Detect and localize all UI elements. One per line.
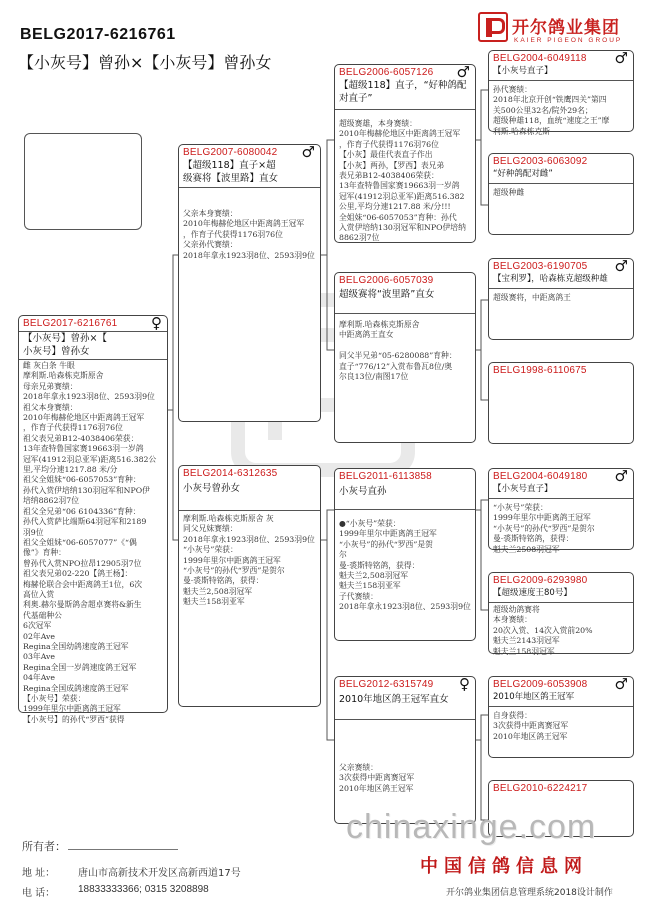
- brand-logo-icon: [478, 12, 508, 42]
- pigeon-photo-frame: [24, 133, 142, 230]
- ring-number: BELG2014-6312635: [183, 468, 278, 479]
- ring-number: BELG2006-6057126: [339, 67, 434, 78]
- card-body: 父亲本身赛绩： 2010年梅赫伦地区中距离鸽王冠军 ，作育子代获得1176羽76位 父亲孙代赛绩： 2018年拿永1923羽8位、2593羽9位: [183, 209, 315, 260]
- pedigree-card-sire-sire[interactable]: [334, 64, 476, 243]
- address-label: 地 址：: [22, 868, 56, 879]
- pedigree-card-ssd[interactable]: [488, 153, 634, 235]
- card-title: 【超级118】直子×超 级赛将【波里路】直女: [183, 160, 279, 184]
- pedigree-card-subject[interactable]: [18, 314, 168, 724]
- card-title: 【宝利罗】，哈森栋克超级种雄: [493, 274, 608, 284]
- card-body: 摩利斯.哈森栋克斯原舍 中距离鸽王直女 同父半兄弟“05-6280088”育种： 直子“776/12”入赏布鲁瓦8位/奥 尔良13位/南图17位: [339, 320, 457, 382]
- owner-label: 所有者：: [22, 840, 66, 853]
- card-body: 孙代赛绩： 2018年北京开创“铁鹰四关”第四 关500公里32名/院外29名； 超级种雄118，血统“速度之王”摩 利斯.哈森栋克斯: [493, 85, 610, 136]
- card-body: 摩利斯.哈森栋克斯原舍 灰 同父兄妹赛绩： 2018年拿永1923羽8位、2593羽9位 “小灰号”荣获： 1999年里尔中距离鸽王冠军 “小灰号”的孙代“罗西”是贺尔 曼·裘斯特铭鸽，获得： 魁夫兰2,508羽冠军 魁夫兰158羽亚军: [183, 514, 315, 607]
- male-icon: ♂: [614, 49, 628, 67]
- card-title: “好种鸽配对雌”: [493, 169, 553, 179]
- brand-logo: [478, 12, 638, 48]
- card-body: 雌 灰白条 牛眼 摩利斯.哈森栋克斯原舍 母亲兄弟赛绩： 2018年拿永1923羽8位、2593羽9位 祖父本身赛绩： 2010年梅赫伦地区中距离鸽王冠军 ，作育子代获得1176羽76位 祖父表兄弟B12-4038406荣获： 13年查特鲁国家赛19663羽一岁鸽 冠军(41912羽总亚军)距离516.382公 里,平均分速1217.88 米/分 祖父全姐妹“06-6057053”育种： 孙代入赏伊培纳130羽冠军和NPO伊 培纳8862羽7位 祖父全兄弟“06 6104336”育种： 孙代入赏萨比端斯64羽冠军和2189 羽9位 祖父全姐妹“06-6057077”《“偶 像”》育种： 曾孙代入赏NPO拉昂12905羽7位 祖父表兄弟02-220【鸽王杨】： 梅赫伦联合会中距离鸽王1位，6次 高位入赏 利奥.赫尔曼斯鸽舍超卓赛将&新生 代基础种公 6次冠军 02年Ave Regina全国幼鸽速度鸽王冠军 03年Ave Regina全国一岁鸽速度鸽王冠军 04年Ave Regina全国成鸽速度鸽王冠军 【小灰号】荣获： 1999年里尔中距离鸽王冠军 【小灰号】的孙代“罗西”获得: [23, 361, 157, 724]
- male-icon: ♂: [301, 143, 315, 161]
- card-title: 小灰号曾孙女: [183, 483, 241, 494]
- pedigree-ring-number: BELG2017-6216761: [20, 26, 176, 43]
- phone-label: 电 话：: [22, 888, 56, 899]
- site-watermark-en: chinaxinge.com: [346, 808, 597, 846]
- card-body: “小灰号”荣获： 1999年里尔中距离鸽王冠军 “小灰号”的孙代“罗西”是贺尔 曼·裘斯特铭鸽，获得： 魁夫兰2508羽冠军: [493, 503, 595, 554]
- male-icon: ♂: [456, 63, 470, 81]
- pedigree-card-dam-dam[interactable]: [334, 676, 476, 824]
- card-title: 【小灰号】曾孙×【 小灰号】曾孙女: [23, 333, 107, 357]
- pedigree-card-dsd[interactable]: [488, 572, 634, 654]
- pedigree-card-dss[interactable]: [488, 467, 634, 554]
- male-icon: ♂: [614, 675, 628, 693]
- card-title: 【小灰号直子】: [493, 66, 553, 76]
- card-body: 父亲赛绩： 3次获得中距离赛冠军 2010年地区鸽王冠军: [339, 763, 415, 793]
- card-body: 自身获得： 3次获得中距离赛冠军 2010年地区鸽王冠军: [493, 711, 569, 741]
- ring-number: BELG2006-6057039: [339, 275, 434, 286]
- system-credit: 开尔鸽业集团信息管理系统2018设计制作: [446, 888, 613, 898]
- pedigree-card-dam-sire[interactable]: [334, 468, 476, 641]
- ring-number: BELG2003-6190705: [493, 261, 588, 272]
- pedigree-card-dam[interactable]: [178, 465, 321, 707]
- owner-signature-line: [68, 849, 178, 850]
- card-body: 超级幼鸽赛将 本身赛绩： 20次入赏、14次入赏前20% 魁夫兰2143羽冠军 魁夫兰158羽冠军: [493, 605, 593, 656]
- card-body: 超级种雌: [493, 188, 525, 197]
- pedigree-card-dds[interactable]: [488, 676, 634, 758]
- ring-number: BELG2011-6113858: [339, 471, 432, 482]
- card-title: 超级赛将“波里路”直女: [339, 289, 435, 300]
- phone-value: 18833333366; 0315 3208898: [78, 884, 209, 895]
- ring-number: BELG2004-6049180: [493, 471, 588, 482]
- card-title: 2010年地区鸽王冠军直女: [339, 694, 449, 705]
- ring-number: BELG2017-6216761: [23, 318, 118, 329]
- card-body: ●“小灰号”荣获： 1999年里尔中距离鸽王冠军 “小灰号”的孙代“罗西”是贺 尔 曼·裘斯特铭鸽，获得： 魁夫兰2,508羽冠军 魁夫兰158羽亚军 子代赛绩： 2018年拿永1923羽8位、2593羽9位: [339, 519, 471, 612]
- address-value: 唐山市高新技术开发区高新西道17号: [78, 868, 241, 879]
- male-icon: ♂: [614, 467, 628, 485]
- brand-name-en: KAIER PIGEON GROUP: [514, 37, 623, 44]
- ring-number: BELG2009-6293980: [493, 575, 588, 586]
- pedigree-card-sire-dam[interactable]: [334, 272, 476, 443]
- male-icon: ♂: [614, 257, 628, 275]
- ring-number: BELG2007-6080042: [183, 147, 278, 158]
- site-name-cn: 中国信鸽信息网: [420, 856, 588, 877]
- card-body: 超级赛将，中距离鸽王: [493, 293, 571, 302]
- ring-number: BELG2009-6053908: [493, 679, 588, 690]
- card-body: 超级赛雄，本身赛绩： 2010年梅赫伦地区中距离鸽王冠军 ，作育子代获得1176羽76位 【小灰】最佳代表直子作出 【小灰】两孙，【罗西】表兄弟 表兄弟B12-4038406荣获： 13年查特鲁国家赛19663羽一岁鸽 冠军(41912羽总亚军)距离516.382 公里,平均分速1217.88 米/分!!! 全姐妹“06-6057053”育种：孙代 入赏伊培纳130羽冠军和NPO伊培纳 8862羽7位: [339, 119, 466, 243]
- pedigree-card-sss[interactable]: [488, 49, 634, 136]
- card-title: 小灰号直孙: [339, 486, 387, 497]
- pedigree-card-sds[interactable]: [488, 258, 634, 340]
- card-title: 【小灰号直子】: [493, 484, 553, 494]
- ring-number: BELG1998-6110675: [493, 365, 587, 376]
- ring-number: BELG2004-6049118: [493, 53, 587, 64]
- female-icon: ♀: [459, 675, 470, 693]
- brand-name-cn: 开尔鸽业集团: [512, 18, 620, 38]
- ring-number: BELG2012-6315749: [339, 679, 434, 690]
- pedigree-title: 【小灰号】曾孙×【小灰号】曾孙女: [18, 53, 272, 72]
- card-title: 【超级118】直子，“好种鸽配 对直子”: [339, 80, 467, 104]
- ring-number: BELG2010-6224217: [493, 783, 588, 794]
- pedigree-card-sdd[interactable]: [488, 362, 634, 444]
- card-title: 2010年地区鸽王冠军: [493, 692, 575, 702]
- female-icon: ♀: [151, 314, 162, 332]
- pedigree-card-sire[interactable]: [178, 144, 321, 422]
- ring-number: BELG2003-6063092: [493, 156, 588, 167]
- card-title: 【超级速度王80号】: [493, 588, 572, 598]
